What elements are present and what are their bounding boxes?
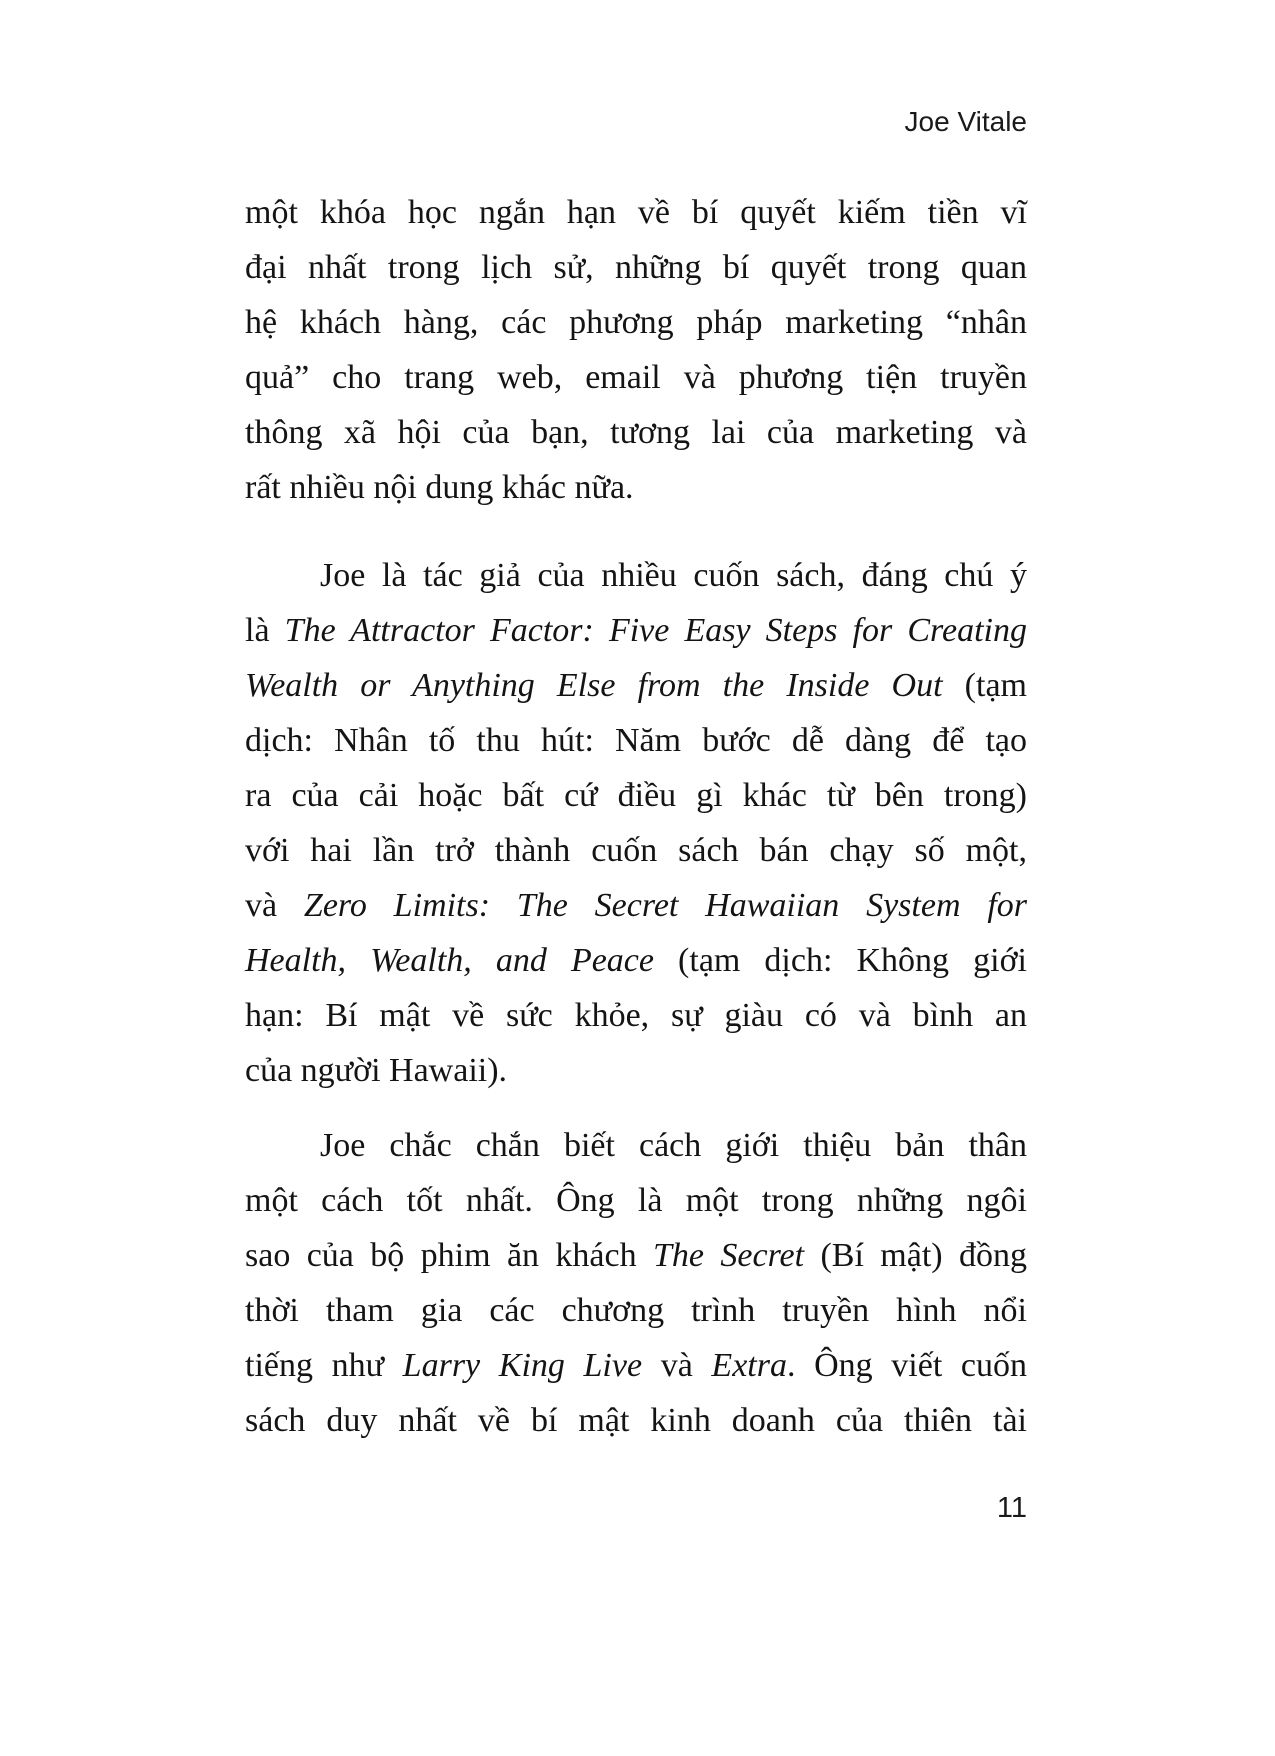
- text-line: [245, 240, 1027, 295]
- paragraph: [245, 548, 1027, 1098]
- text-run: và: [642, 1347, 712, 1384]
- body-text: [245, 185, 1027, 1448]
- text-run: sách duy nhất về bí mật kinh doanh của thiên tài: [245, 1402, 1027, 1439]
- book-title-italic: Larry King Live: [402, 1347, 643, 1384]
- text-line: [245, 1338, 1027, 1393]
- text-line: [245, 1283, 1027, 1338]
- text-run: dịch: Nhân tố thu hút: Năm bước dễ dàng để tạo: [245, 722, 1027, 759]
- book-title-italic: The Attractor Factor: Five Easy Steps for Creating: [284, 612, 1027, 649]
- text-run: ra của cải hoặc bất cứ điều gì khác từ bên trong): [245, 777, 1027, 814]
- text-run: với hai lần trở thành cuốn sách bán chạy số một,: [245, 832, 1027, 869]
- text-line: [245, 185, 1027, 240]
- text-run: (tạm dịch: Không giới: [653, 942, 1027, 979]
- text-run: Joe là tác giả của nhiều cuốn sách, đáng chú ý: [320, 557, 1027, 594]
- book-title-italic: The Secret: [653, 1237, 805, 1274]
- text-line: [245, 1043, 1027, 1098]
- text-run: . Ông viết cuốn: [786, 1347, 1027, 1384]
- paragraph: [245, 185, 1027, 515]
- text-line: [245, 713, 1027, 768]
- text-line: [245, 658, 1027, 713]
- text-line: [245, 988, 1027, 1043]
- text-line: [245, 405, 1027, 460]
- text-run: thời tham gia các chương trình truyền hình nổi: [245, 1292, 1027, 1329]
- book-page: [0, 106, 1275, 1756]
- text-run: quả” cho trang web, email và phương tiện truyền: [245, 359, 1027, 396]
- text-run: một khóa học ngắn hạn về bí quyết kiếm tiền vĩ: [245, 194, 1027, 231]
- text-run: (Bí mật) đồng: [804, 1237, 1027, 1274]
- text-line: [245, 460, 1027, 515]
- text-line: [245, 1118, 1027, 1173]
- book-title-italic: Extra: [711, 1347, 787, 1384]
- text-line: [245, 295, 1027, 350]
- text-run: và: [245, 887, 304, 924]
- text-run: (tạm: [942, 667, 1027, 704]
- book-title-italic: Health, Wealth, and Peace: [245, 942, 654, 979]
- text-line: [245, 878, 1027, 933]
- text-run: hạn: Bí mật về sức khỏe, sự giàu có và bình an: [245, 997, 1027, 1034]
- text-run: Joe chắc chắn biết cách giới thiệu bản thân: [320, 1127, 1027, 1164]
- page-number: 11: [996, 1492, 1027, 1524]
- text-run: hệ khách hàng, các phương pháp marketing “nhân: [245, 304, 1027, 341]
- text-line: [245, 1393, 1027, 1448]
- text-line: [245, 933, 1027, 988]
- text-run: thông xã hội của bạn, tương lai của marketing và: [245, 414, 1027, 451]
- text-run: đại nhất trong lịch sử, những bí quyết trong quan: [245, 249, 1027, 286]
- text-line: [245, 603, 1027, 658]
- paragraph: [245, 1118, 1027, 1448]
- running-header: Joe Vitale: [904, 106, 1027, 137]
- text-line: [245, 1173, 1027, 1228]
- text-run: một cách tốt nhất. Ông là một trong những ngôi: [245, 1182, 1027, 1219]
- text-run: của người Hawaii).: [245, 1052, 508, 1089]
- text-run: tiếng như: [245, 1347, 403, 1384]
- text-run: rất nhiều nội dung khác nữa.: [245, 469, 634, 506]
- text-line: [245, 1228, 1027, 1283]
- text-line: [245, 350, 1027, 405]
- text-line: [245, 768, 1027, 823]
- text-run: sao của bộ phim ăn khách: [245, 1237, 653, 1274]
- text-line: [245, 548, 1027, 603]
- book-title-italic: Wealth or Anything Else from the Inside Out: [245, 667, 943, 704]
- text-run: là: [245, 612, 285, 649]
- book-title-italic: Zero Limits: The Secret Hawaiian System for: [303, 887, 1027, 924]
- text-line: [245, 823, 1027, 878]
